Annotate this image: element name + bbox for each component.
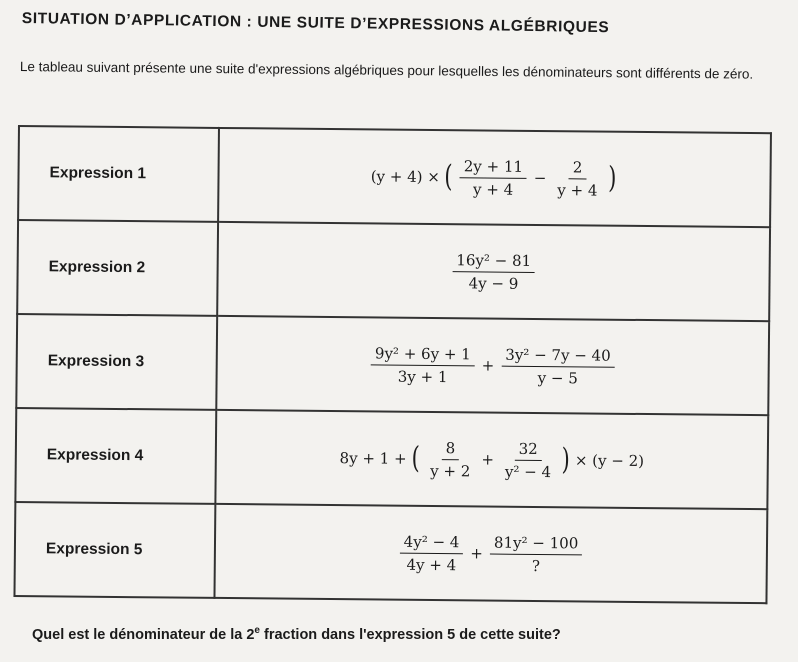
fraction (501, 345, 615, 387)
expr-prefix: 8y + 1 + (339, 449, 407, 468)
denominator: y − 5 (537, 368, 578, 387)
denominator: ? (531, 556, 541, 575)
table-row (17, 220, 770, 321)
numerator: 16y² − 81 (452, 251, 535, 273)
denominator: 4y + 4 (406, 555, 457, 574)
open-paren: ( (411, 440, 420, 476)
denominator: 4y − 9 (468, 273, 519, 293)
numerator: 9y² + 6y + 1 (371, 344, 475, 366)
math-expression (450, 251, 537, 293)
denominator: y² − 4 (504, 462, 552, 481)
math-expression (339, 438, 644, 482)
denominator: y + 4 (472, 179, 514, 199)
expressions-table (13, 125, 771, 604)
question-after: fraction dans l'expression 5 de cette suite? (259, 626, 561, 643)
numerator: 32 (515, 439, 542, 460)
operator: + (470, 544, 483, 563)
math-expression (371, 156, 619, 199)
table-row (18, 126, 771, 227)
expression-cell (214, 504, 767, 603)
fraction (490, 533, 583, 575)
numerator: 81y² − 100 (490, 533, 583, 555)
math-expression (397, 532, 584, 575)
fraction (371, 344, 475, 386)
open-paren: ( (444, 159, 454, 195)
fraction (452, 251, 535, 293)
expr-prefix: (y + 4) × (370, 167, 441, 187)
row-label: Expression 2 (17, 220, 218, 316)
question-before: Quel est le dénominateur de la 2 (32, 626, 255, 643)
denominator: 3y + 1 (397, 367, 448, 386)
table-row (16, 314, 769, 415)
fraction (501, 439, 556, 481)
numerator: 4y² − 4 (400, 532, 464, 554)
intro-paragraph: Le tableau suivant présente une suite d'expressions algébriques pour lesquelles les dénominateurs sont différents de zéro. (19, 58, 754, 82)
table-row (14, 502, 767, 603)
numerator: 2 (569, 158, 587, 179)
fraction (399, 532, 463, 574)
numerator: 8 (442, 439, 460, 460)
denominator: y + 4 (557, 180, 598, 200)
denominator: y + 2 (430, 461, 471, 480)
fraction (459, 157, 527, 199)
row-label: Expression 1 (18, 126, 219, 222)
close-paren: ) (561, 442, 571, 478)
table-row (15, 408, 768, 509)
question-text (32, 625, 772, 643)
fraction (426, 438, 475, 479)
expr-suffix: × (y − 2) (574, 451, 645, 471)
fraction (553, 158, 602, 199)
expression-cell (218, 128, 771, 227)
page-title: SITUATION D’APPLICATION : UNE SUITE D’EXPRESSIONS ALGÉBRIQUES (21, 10, 610, 37)
ordinal-superscript: e (254, 625, 260, 636)
math-expression (369, 344, 617, 387)
row-label: Expression 5 (14, 502, 215, 598)
expression-cell (215, 410, 768, 509)
numerator: 2y + 11 (460, 157, 527, 179)
operator: + (481, 356, 495, 375)
numerator: 3y² − 7y − 40 (501, 345, 615, 367)
row-label: Expression 3 (16, 314, 217, 410)
expression-cell (216, 316, 769, 415)
row-label: Expression 4 (15, 408, 216, 504)
close-paren: ) (608, 160, 617, 196)
operator: − (533, 168, 547, 188)
expression-cell (217, 222, 770, 321)
operator: + (481, 450, 495, 469)
